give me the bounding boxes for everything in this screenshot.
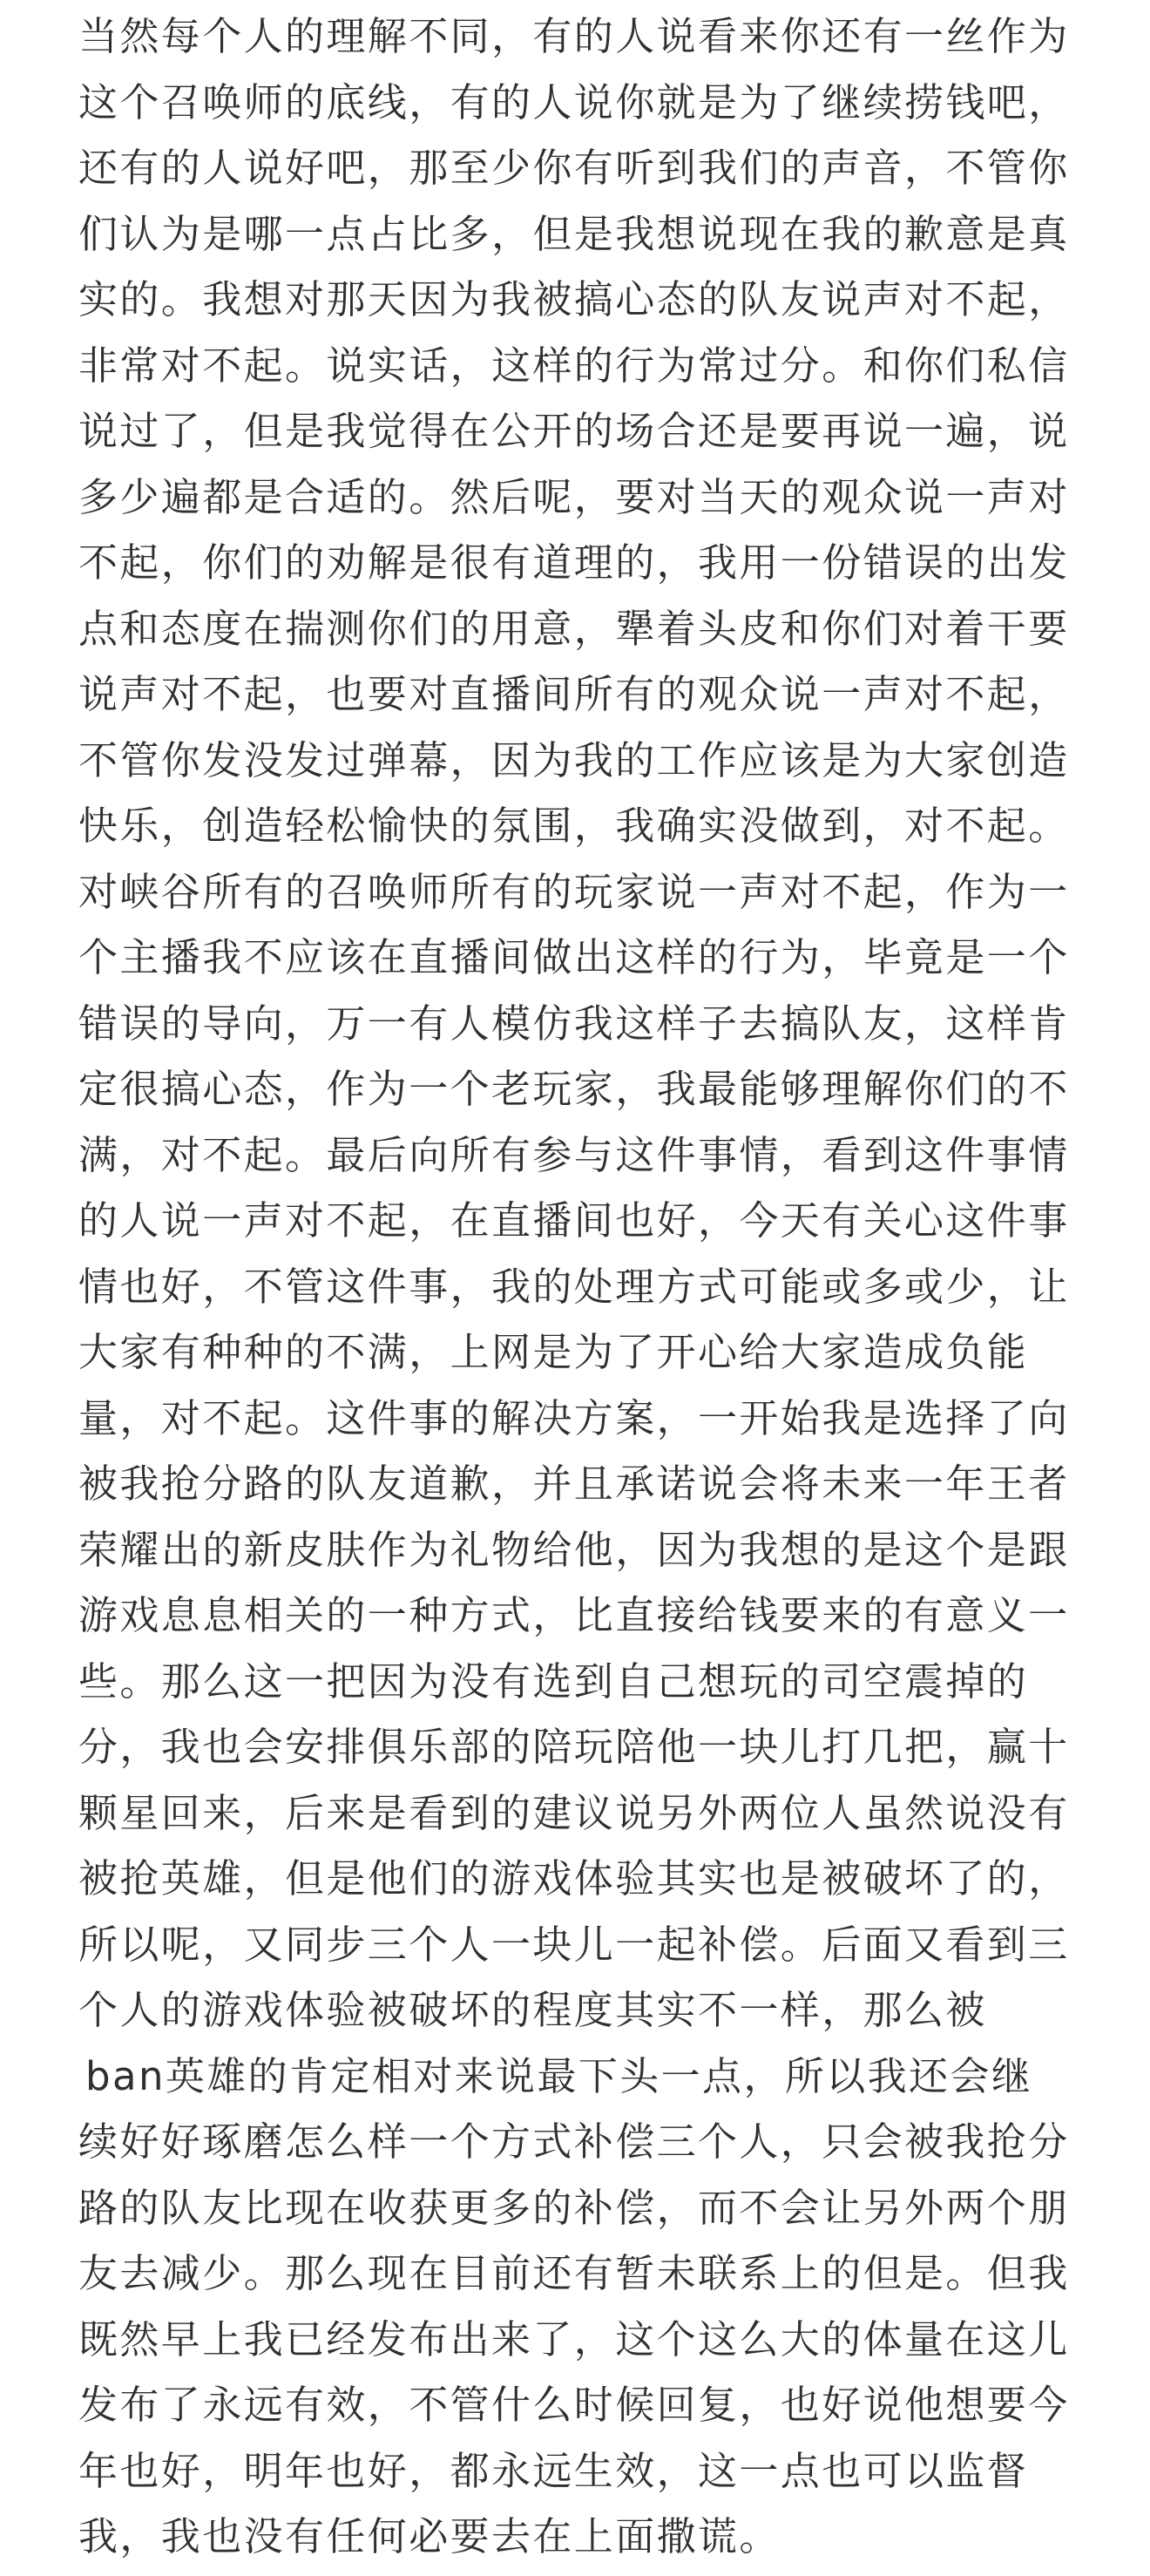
- text-line: ban英雄的肯定相对来说最下头一点，所以我还会继: [85, 2052, 1033, 2099]
- text-line: 错误的导向，万一有人模仿我这样子去搞队友，这样肯: [78, 1000, 1070, 1047]
- text-line: 既然早上我已经发布出来了，这个这么大的体量在这儿: [78, 2315, 1070, 2362]
- text-line: 路的队友比现在收获更多的补偿，而不会让另外两个朋: [78, 2184, 1070, 2231]
- text-line: 些。那么这一把因为没有选到自己想玩的司空震掉的: [78, 1657, 1029, 1705]
- text-line: 荣耀出的新皮肤作为礼物给他，因为我想的是这个是跟: [78, 1526, 1070, 1573]
- text-line: 说声对不起，也要对直播间所有的观众说一声对不起，: [78, 671, 1070, 717]
- text-line: 我，我也没有任何必要去在上面撒谎。: [78, 2513, 781, 2559]
- text-line: 的人说一声对不起，在直播间也好，今天有关心这件事: [78, 1197, 1070, 1244]
- text-line: 们认为是哪一点占比多，但是我想说现在我的歉意是真: [78, 210, 1070, 257]
- text-line: 友去减少。那么现在目前还有暂未联系上的但是。但我: [78, 2250, 1070, 2296]
- text-line: 快乐，创造轻松愉快的氛围，我确实没做到，对不起。: [78, 803, 1070, 849]
- text-line: 定很搞心态，作为一个老玩家，我最能够理解你们的不: [78, 1066, 1070, 1112]
- text-line: 实的。我想对那天因为我被搞心态的队友说声对不起，: [78, 276, 1070, 322]
- text-line: 个主播我不应该在直播间做出这样的行为，毕竟是一个: [78, 934, 1070, 980]
- text-line: 年也好，明年也好，都永远生效，这一点也可以监督: [78, 2447, 1029, 2494]
- text-line: 游戏息息相关的一种方式，比直接给钱要来的有意义一: [78, 1592, 1070, 1638]
- text-line: 这个召唤师的底线，有的人说你就是为了继续捞钱吧，: [78, 78, 1070, 125]
- text-line: 当然每个人的理解不同，有的人说看来你还有一丝作为: [78, 13, 1070, 59]
- text-line: 大家有种种的不满，上网是为了开心给大家造成负能: [78, 1329, 1029, 1375]
- text-line: 还有的人说好吧，那至少你有听到我们的声音，不管你: [78, 145, 1070, 191]
- text-line: 发布了永远有效，不管什么时候回复，也好说他想要今: [78, 2382, 1070, 2428]
- text-line: 点和态度在揣测你们的用意，犟着头皮和你们对着干要: [78, 605, 1070, 652]
- text-line: 不管你发没发过弹幕，因为我的工作应该是为大家创造: [78, 736, 1070, 783]
- text-line: 情也好，不管这件事，我的处理方式可能或多或少，让: [78, 1263, 1070, 1310]
- text-line: 非常对不起。说实话，这样的行为常过分。和你们私信: [78, 342, 1070, 389]
- text-line: 分，我也会安排俱乐部的陪玩陪他一块儿打几把，赢十: [78, 1724, 1070, 1770]
- apology-text-body: [78, 3, 1089, 2570]
- text-line: 量，对不起。这件事的解决方案，一开始我是选择了向: [78, 1394, 1070, 1441]
- text-line: 所以呢，又同步三个人一块儿一起补偿。后面又看到三: [78, 1921, 1070, 1968]
- text-line: 不起，你们的劝解是很有道理的，我用一份错误的出发: [78, 539, 1070, 586]
- text-line: 对峡谷所有的召唤师所有的玩家说一声对不起，作为一: [78, 868, 1070, 915]
- text-line: 被抢英雄，但是他们的游戏体验其实也是被破坏了的，: [78, 1855, 1070, 1901]
- text-line: 续好好琢磨怎么样一个方式补偿三个人，只会被我抢分: [78, 2118, 1070, 2165]
- text-line: 被我抢分路的队友道歉，并且承诺说会将未来一年王者: [78, 1461, 1070, 1507]
- text-line: 多少遍都是合适的。然后呢，要对当天的观众说一声对: [78, 473, 1070, 520]
- text-line: 满，对不起。最后向所有参与这件事情，看到这件事情: [78, 1131, 1070, 1178]
- text-line: 个人的游戏体验被破坏的程度其实不一样，那么被: [78, 1987, 987, 2033]
- text-line: 颗星回来，后来是看到的建议说另外两位人虽然说没有: [78, 1789, 1070, 1836]
- text-line: 说过了，但是我觉得在公开的场合还是要再说一遍，说: [78, 408, 1070, 454]
